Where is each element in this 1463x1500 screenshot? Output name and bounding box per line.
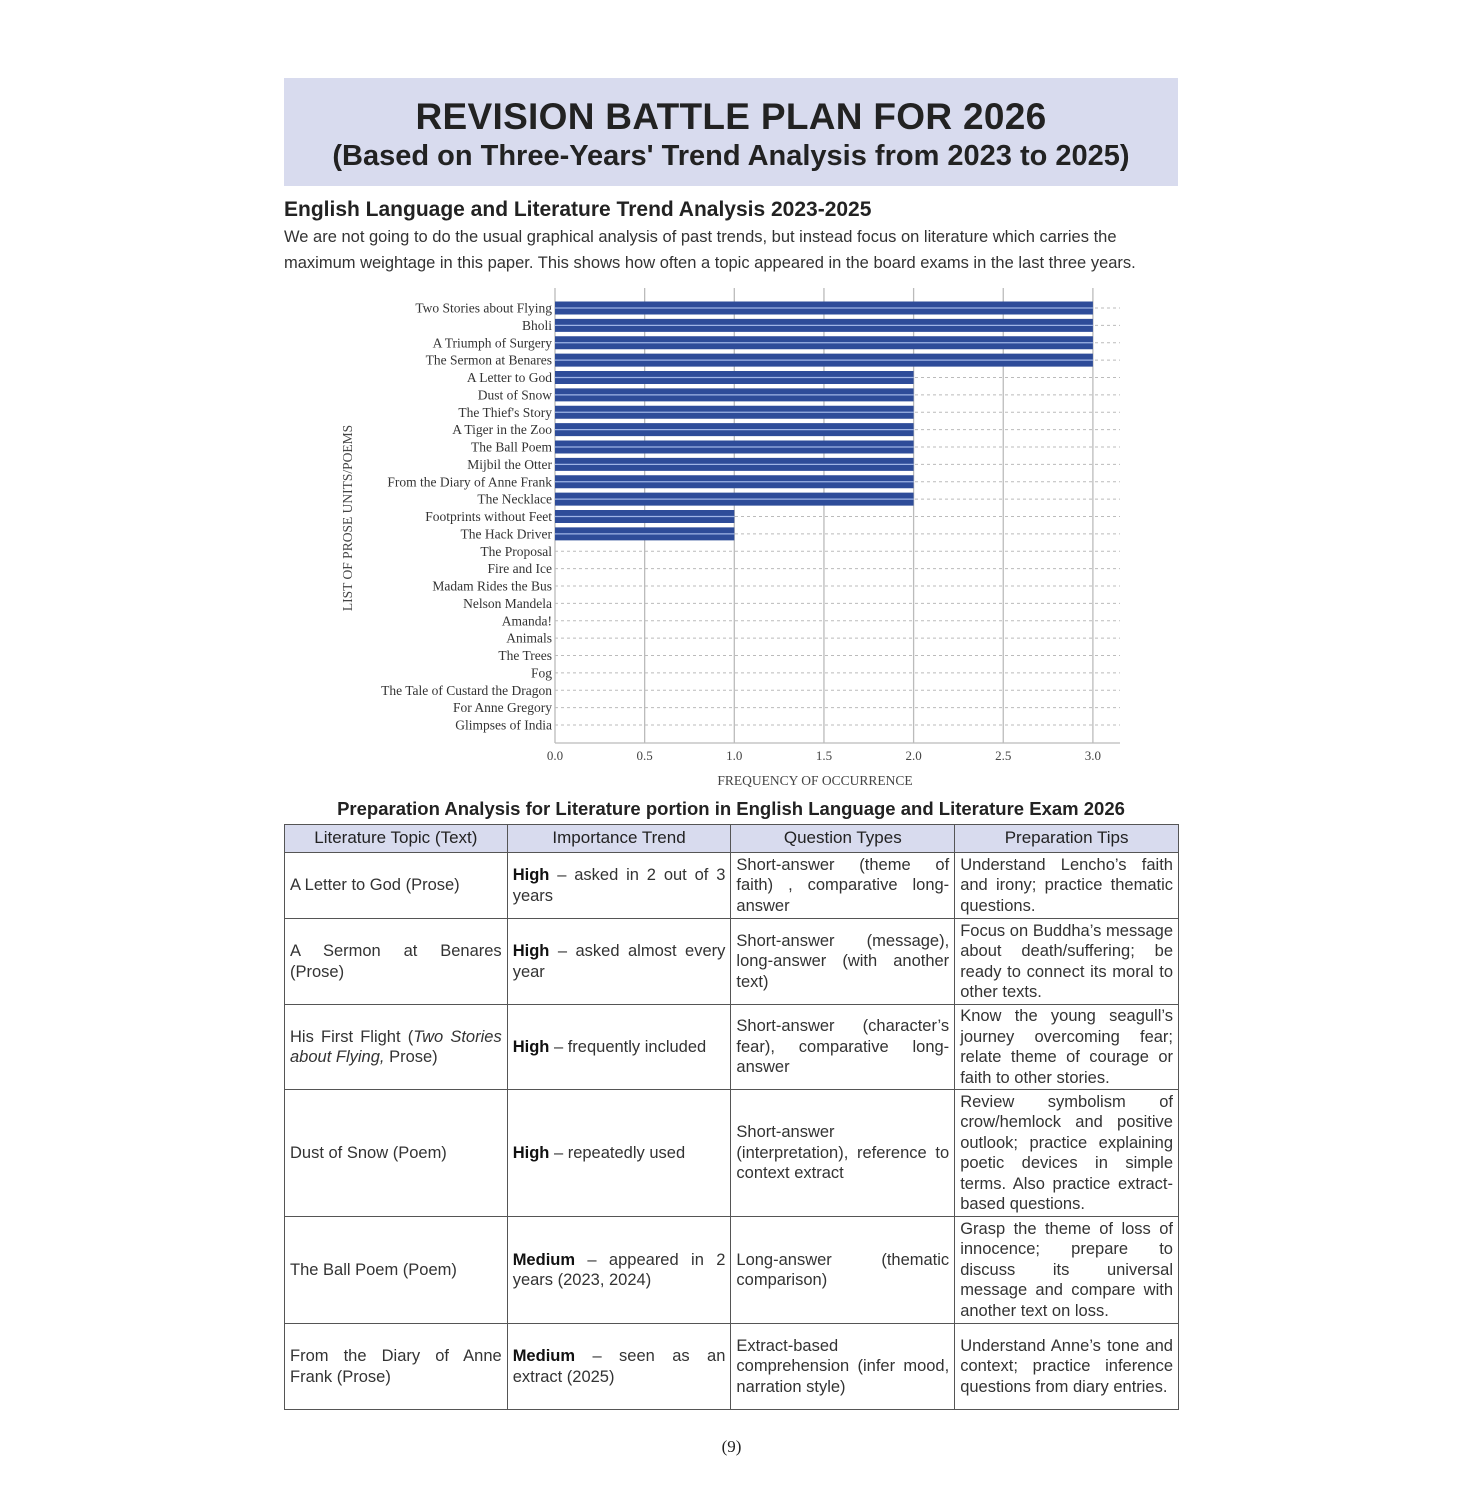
x-tick-label: 1.5 bbox=[815, 748, 833, 763]
x-tick-label: 2.0 bbox=[905, 748, 922, 763]
table-row bbox=[285, 1217, 1179, 1324]
preparation-table bbox=[284, 824, 1179, 1410]
topic-text: The Ball Poem (Poem) bbox=[290, 1260, 457, 1279]
y-category-label: The Sermon at Benares bbox=[425, 352, 552, 368]
topic-text: A Letter to God (Prose) bbox=[290, 876, 460, 895]
section-title: English Language and Literature Trend Analysis 2023-2025 bbox=[284, 198, 872, 221]
table-row bbox=[285, 1005, 1179, 1090]
page-subtitle: (Based on Three-Years' Trend Analysis from 2023 to 2025) bbox=[332, 140, 1130, 172]
x-tick-label: 1.0 bbox=[726, 748, 743, 763]
y-category-label: Footprints without Feet bbox=[425, 509, 552, 524]
y-category-label: Two Stories about Flying bbox=[415, 300, 552, 316]
y-category-label: A Triumph of Surgery bbox=[432, 335, 552, 351]
column-header: Preparation Tips bbox=[955, 825, 1179, 853]
page-number: (9) bbox=[721, 1437, 742, 1456]
column-header: Question Types bbox=[731, 825, 955, 853]
y-category-label: Amanda! bbox=[501, 613, 552, 629]
table-row bbox=[285, 853, 1179, 919]
cell-question-types: Short-answer (theme of faith) , comparative long-answer bbox=[731, 853, 955, 919]
page-title: REVISION BATTLE PLAN FOR 2026 bbox=[415, 96, 1047, 137]
cell-topic bbox=[285, 1005, 508, 1090]
cell-preparation-tips: Review symbolism of crow/hemlock and positive outlook; practice explaining poetic devices in simple terms. Also practice extract-based questions. bbox=[955, 1090, 1179, 1217]
x-tick-label: 2.5 bbox=[995, 748, 1012, 763]
cell-topic bbox=[285, 919, 508, 1005]
table-row bbox=[285, 1324, 1179, 1410]
cell-question-types: Short-answer (message), long-answer (with another text) bbox=[731, 919, 955, 1005]
cell-topic bbox=[285, 853, 508, 919]
cell-importance bbox=[507, 1217, 731, 1324]
importance-level: Medium bbox=[512, 1347, 576, 1365]
cell-preparation-tips: Understand Anne’s tone and context; practice inference questions from diary entries. bbox=[955, 1324, 1179, 1410]
cell-importance bbox=[507, 853, 731, 919]
importance-detail: – asked in 2 out of 3 years bbox=[512, 866, 726, 905]
importance-detail: – asked almost every year bbox=[512, 942, 726, 981]
importance-level: High bbox=[512, 1037, 550, 1056]
cell-question-types: Short-answer (character’s fear), comparative long-answer bbox=[731, 1005, 955, 1090]
y-category-label: For Anne Gregory bbox=[453, 700, 552, 716]
importance-detail: – repeatedly used bbox=[549, 1143, 686, 1162]
table-row bbox=[285, 919, 1179, 1005]
intro-paragraph: We are not going to do the usual graphical analysis of past trends, but instead focus on literature which carries the maximum weightage in this paper. This shows how often a topic appeared in the board exams in the last three years. bbox=[284, 228, 1136, 272]
topic-text: Dust of Snow (Poem) bbox=[290, 1143, 447, 1162]
y-category-label: A Tiger in the Zoo bbox=[452, 422, 552, 438]
y-category-label: Fog bbox=[530, 665, 552, 681]
y-category-label: Glimpses of India bbox=[455, 717, 552, 733]
y-category-label: The Hack Driver bbox=[460, 526, 552, 542]
y-category-label: The Ball Poem bbox=[471, 439, 552, 455]
importance-detail: – seen as an extract (2025) bbox=[512, 1347, 726, 1386]
table-row bbox=[285, 1090, 1179, 1217]
importance-level: High bbox=[512, 942, 550, 960]
cell-importance bbox=[507, 1090, 731, 1217]
importance-detail: – frequently included bbox=[549, 1037, 707, 1056]
column-header: Literature Topic (Text) bbox=[285, 825, 508, 853]
topic-text: His First Flight ( bbox=[290, 1027, 414, 1046]
y-category-label: From the Diary of Anne Frank bbox=[387, 474, 552, 490]
cell-preparation-tips: Focus on Buddha’s message about death/suffering; be ready to connect its moral to other texts. bbox=[955, 919, 1179, 1005]
cell-question-types: Short-answer (interpretation), reference to context extract bbox=[731, 1090, 955, 1217]
cell-question-types: Extract-based comprehension (infer mood, narration style) bbox=[731, 1324, 955, 1410]
y-axis-label: LIST OF PROSE UNITS/POEMS bbox=[340, 424, 355, 612]
y-category-label: Bholi bbox=[521, 317, 552, 333]
table-header-row bbox=[285, 825, 1179, 853]
trend-bar-chart bbox=[0, 280, 1463, 800]
cell-preparation-tips: Know the young seagull’s journey overcoming fear; relate theme of courage or faith to other stories. bbox=[955, 1005, 1179, 1090]
cell-topic bbox=[285, 1217, 508, 1324]
y-category-label: The Tale of Custard the Dragon bbox=[381, 682, 552, 698]
importance-level: High bbox=[512, 866, 550, 884]
topic-text: Prose) bbox=[384, 1048, 438, 1066]
topic-italic: Two Stories about Flying, bbox=[290, 1027, 502, 1066]
y-category-label: Madam Rides the Bus bbox=[432, 578, 552, 594]
cell-preparation-tips: Grasp the theme of loss of innocence; prepare to discuss its universal message and compare with another text on loss. bbox=[955, 1217, 1179, 1324]
y-category-label: Mijbil the Otter bbox=[467, 456, 552, 472]
x-tick-label: 0.5 bbox=[636, 748, 653, 763]
table-title: Preparation Analysis for Literature portion in English Language and Literature Exam 2026 bbox=[337, 798, 1125, 819]
y-category-label: Animals bbox=[506, 630, 552, 646]
cell-topic bbox=[285, 1090, 508, 1217]
column-header: Importance Trend bbox=[507, 825, 731, 853]
importance-detail: – appeared in 2 years (2023, 2024) bbox=[512, 1250, 726, 1289]
topic-text: A Sermon at Benares (Prose) bbox=[290, 942, 502, 981]
cell-importance bbox=[507, 1005, 731, 1090]
x-tick-label: 3.0 bbox=[1084, 748, 1102, 763]
y-category-label: The Trees bbox=[498, 648, 552, 663]
page-header-banner bbox=[284, 78, 1178, 186]
cell-importance bbox=[507, 1324, 731, 1410]
y-category-label: The Necklace bbox=[477, 491, 552, 507]
y-category-label: Dust of Snow bbox=[477, 387, 552, 403]
x-axis-label: FREQUENCY OF OCCURRENCE bbox=[717, 773, 913, 788]
cell-preparation-tips: Understand Lencho’s faith and irony; practice thematic questions. bbox=[955, 853, 1179, 919]
topic-text: From the Diary of Anne Frank (Prose) bbox=[290, 1347, 502, 1386]
cell-topic bbox=[285, 1324, 508, 1410]
importance-level: Medium bbox=[512, 1250, 576, 1269]
cell-importance bbox=[507, 919, 731, 1005]
y-category-label: Fire and Ice bbox=[487, 561, 552, 577]
y-category-label: Nelson Mandela bbox=[463, 595, 552, 611]
y-category-label: The Thief's Story bbox=[458, 404, 552, 420]
y-category-label: A Letter to God bbox=[466, 370, 552, 385]
y-category-label: The Proposal bbox=[480, 543, 552, 559]
x-tick-label: 0.0 bbox=[546, 748, 564, 763]
importance-level: High bbox=[512, 1143, 550, 1162]
cell-question-types: Long-answer (thematic comparison) bbox=[731, 1217, 955, 1324]
